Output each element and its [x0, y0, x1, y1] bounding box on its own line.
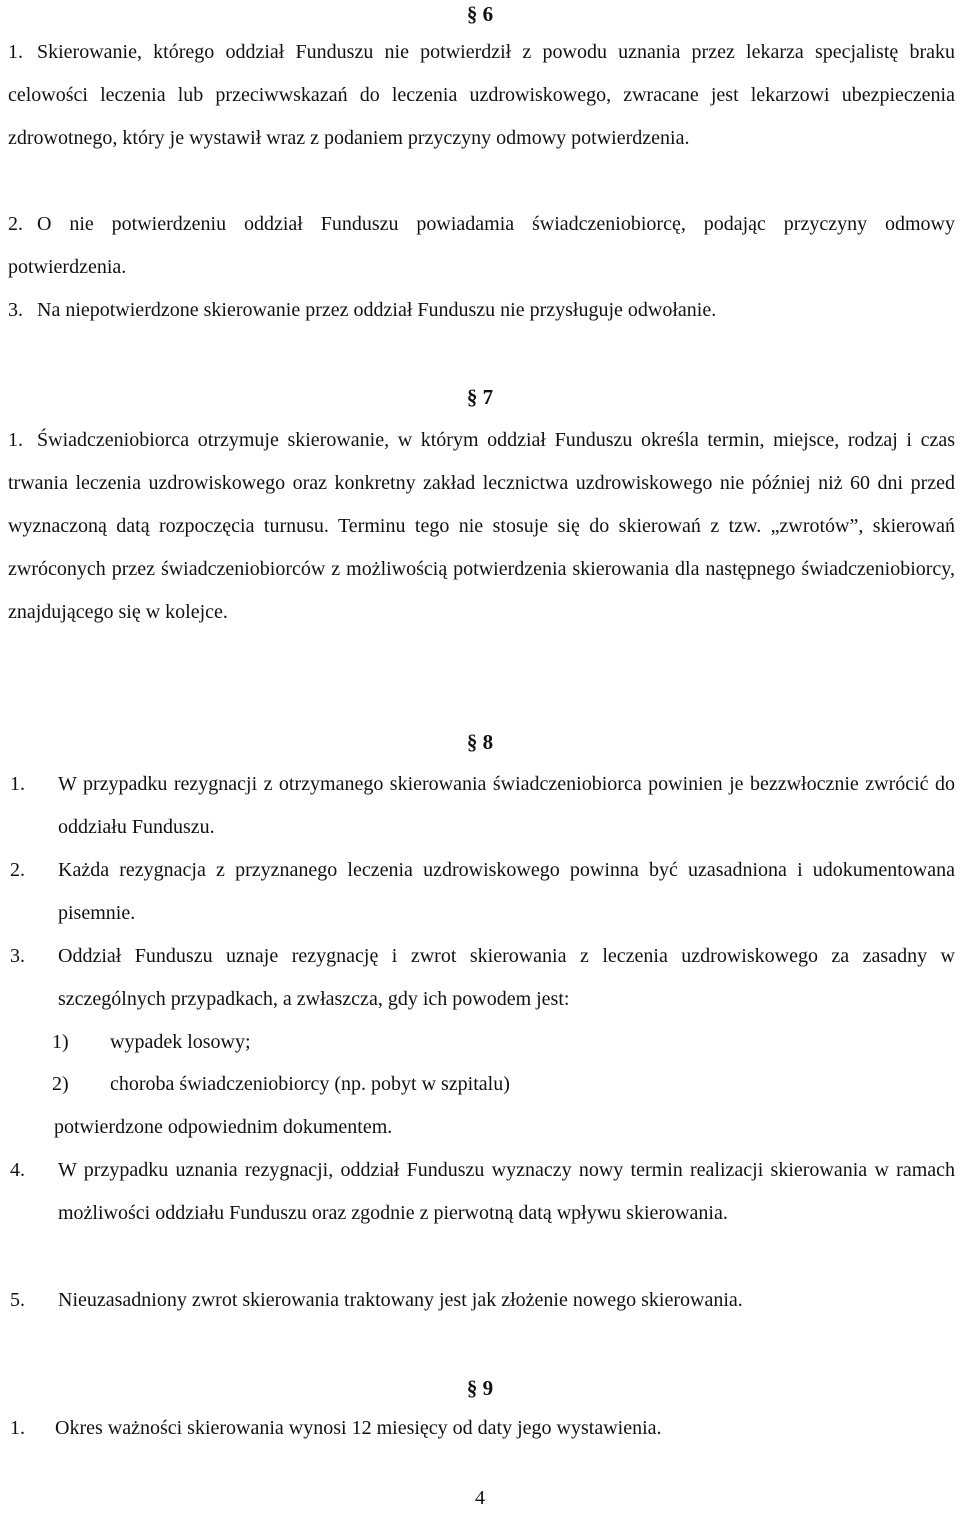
paragraph-number: 3. [8, 299, 23, 321]
list-item-text: wypadek losowy; [110, 1031, 251, 1053]
paragraph-number: 5. [10, 1289, 25, 1311]
list-tail-text: potwierdzone odpowiednim dokumentem. [54, 1116, 393, 1138]
paragraph-number: 2. [8, 213, 23, 235]
paragraph-number: 1. [8, 41, 23, 63]
page-number: 4 [475, 1487, 485, 1509]
paragraph-number: 1. [10, 773, 25, 795]
paragraph-text: Okres ważności skierowania wynosi 12 miesięcy od daty jego wystawienia. [55, 1417, 662, 1439]
paragraph-text: Skierowanie, którego oddział Funduszu nie potwierdził z powodu uznania przez lekarza specjalistę braku celowości leczenia lub przeciwwskazań do leczenia uzdrowiskowego, zwracane jest lekarzowi ubezpieczenia zdrowotnego, który je wystawił wraz z podaniem przyczyny odmowy potwierdzenia. [8, 41, 955, 149]
section-title-6: § 6 [466, 2, 494, 26]
list-item [52, 1021, 251, 1064]
list-item-text: choroba świadczeniobiorcy (np. pobyt w szpitalu) [110, 1073, 510, 1095]
paragraph-8-4 [10, 1149, 955, 1235]
paragraph-7-1 [8, 419, 955, 634]
section-title-9: § 9 [466, 1376, 494, 1400]
section-title-8: § 8 [466, 730, 494, 754]
paragraph-number: 4. [10, 1159, 25, 1181]
paragraph-number: 2. [10, 859, 25, 881]
paragraph-6-1 [8, 31, 955, 160]
paragraph-6-3 [8, 289, 955, 332]
paragraph-8-2 [10, 849, 955, 935]
paragraph-8-1 [10, 763, 955, 849]
paragraph-number: 3. [10, 945, 25, 967]
paragraph-6-2 [8, 203, 955, 289]
paragraph-text: Na niepotwierdzone skierowanie przez oddział Funduszu nie przysługuje odwołanie. [37, 299, 717, 321]
paragraph-text: Nieuzasadniony zwrot skierowania traktowany jest jak złożenie nowego skierowania. [58, 1289, 743, 1311]
paragraph-9-1 [10, 1407, 955, 1450]
paragraph-text: O nie potwierdzeniu oddział Funduszu powiadamia świadczeniobiorcę, podając przyczyny odmowy potwierdzenia. [8, 213, 955, 278]
paragraph-8-3 [10, 935, 955, 1021]
paragraph-number: 1. [8, 429, 23, 451]
paragraph-text: W przypadku rezygnacji z otrzymanego skierowania świadczeniobiorca powinien je bezzwłocznie zwrócić do oddziału Funduszu. [58, 773, 955, 838]
paragraph-text: W przypadku uznania rezygnacji, oddział Funduszu wyznaczy nowy termin realizacji skierowania w ramach możliwości oddziału Funduszu oraz zgodnie z pierwotną datą wpływu skierowania. [58, 1159, 955, 1224]
paragraph-text: Świadczeniobiorca otrzymuje skierowanie, w którym oddział Funduszu określa termin, miejsce, rodzaj i czas trwania leczenia uzdrowiskowego oraz konkretny zakład lecznictwa uzdrowiskowego nie później niż 60 dni przed wyznaczoną datą rozpoczęcia turnusu. Terminu tego nie stosuje się do skierowań z tzw. „zwrotów”, skierowań zwróconych przez świadczeniobiorców z możliwością potwierdzenia skierowania dla następnego świadczeniobiorcy, znajdującego się w kolejce. [8, 429, 955, 623]
list-item-number: 2) [52, 1073, 69, 1095]
paragraph-number: 1. [10, 1417, 25, 1439]
list-item-number: 1) [52, 1031, 69, 1053]
section-title-7: § 7 [466, 385, 494, 409]
list-item [52, 1063, 510, 1106]
paragraph-text: Każda rezygnacja z przyznanego leczenia uzdrowiskowego powinna być uzasadniona i udokumentowana pisemnie. [58, 859, 955, 924]
paragraph-8-5 [10, 1279, 955, 1322]
paragraph-text: Oddział Funduszu uznaje rezygnację i zwrot skierowania z leczenia uzdrowiskowego za zasadny w szczególnych przypadkach, a zwłaszcza, gdy ich powodem jest: [58, 945, 955, 1010]
